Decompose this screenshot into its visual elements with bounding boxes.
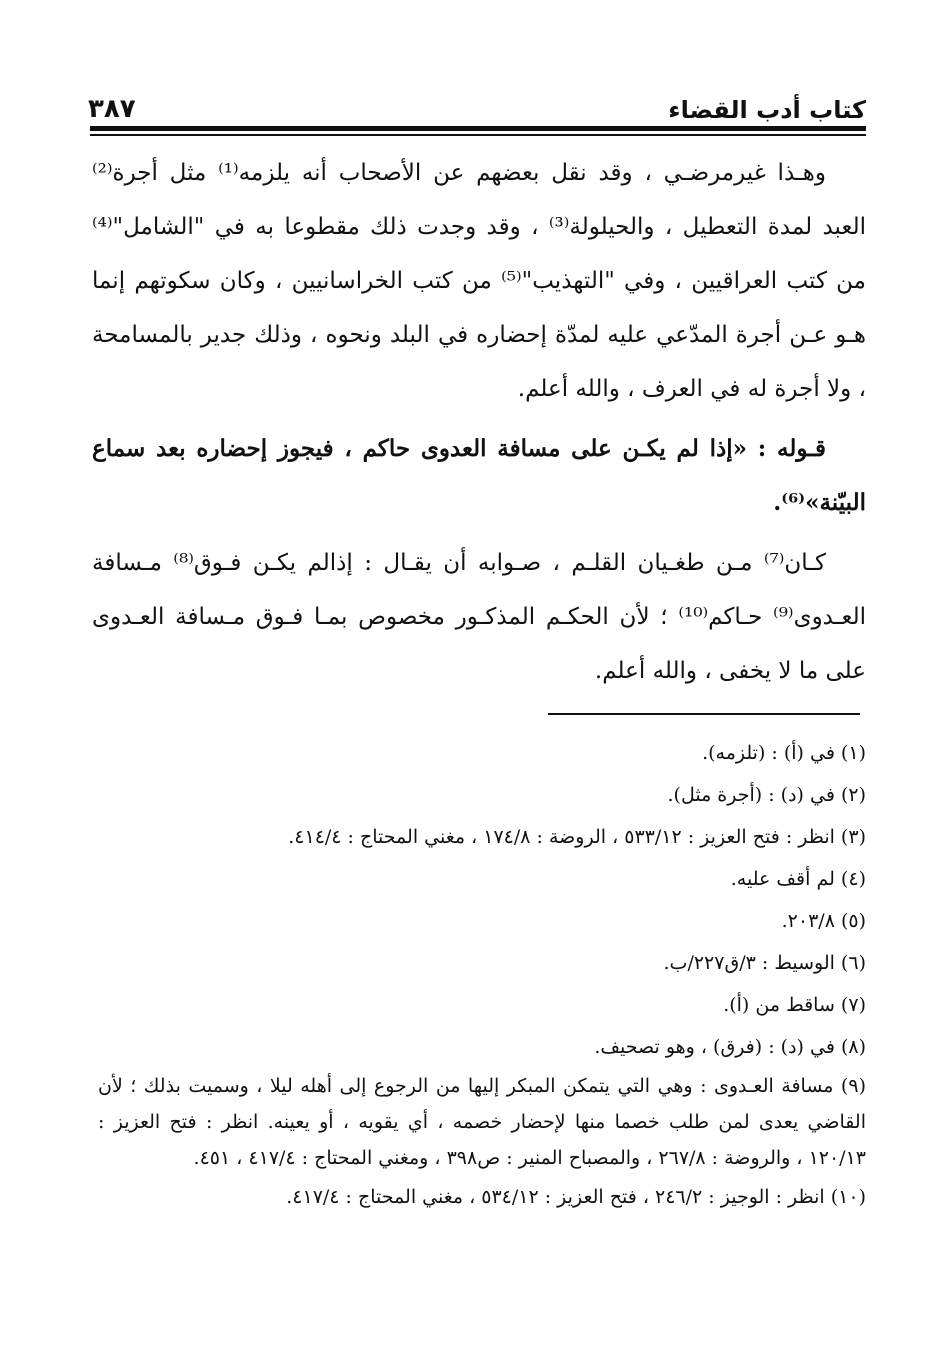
running-head bbox=[88, 84, 866, 124]
footnote-6: (٦) الوسيط : ٣/ق٢٢٧/ب. bbox=[663, 952, 866, 974]
footnote-5: (٥) ٢٠٣/٨. bbox=[781, 910, 866, 932]
page-number: ٣٨٧ bbox=[88, 94, 136, 124]
main-text bbox=[92, 146, 866, 698]
footnote-10: (١٠) انظر : الوجيز : ٢٤٦/٢ ، فتح العزيز : ٥٣٤/١٢ ، مغني المحتاج : ٤١٧/٤. bbox=[286, 1186, 866, 1208]
paragraph-1: وهـذا غيرمرضـي ، وقد نقل بعضهم عن الأصحاب أنه يلزمه⁽¹⁾ مثل أجرة⁽²⁾ العبد لمدة التعطيل ، والحيلولة⁽³⁾ ، وقد وجدت ذلك مقطوعا به في "الشامل"⁽⁴⁾ من كتب العراقيين ، وفي "التهذيب"⁽⁵⁾ من كتب الخراسانيين ، وكان سكوتهم إنما هـو عـن أجرة المدّعي عليه لمدّة إحضاره في البلد ونحوه ، وذلك جدير بالمسامحة ، ولا أجرة له في العرف ، والله أعلم. bbox=[92, 160, 866, 402]
footnotes-list bbox=[98, 732, 866, 1218]
header-rule-thick bbox=[90, 126, 866, 131]
footnote-9: (٩) مسافة العـدوى : وهي التي يتمكن المبكر إليها من الرجوع إلى أهله ليلا ، وسميت بذلك ؛ لأن القاضي يعدى لمن طلب خصما منها لإحضار خصمه ، أي يقويه ، أو يعينه. انظر : فتح العزيز : ١٢٠/١٣ ، والروضة : ٢٦٧/٨ ، والمصباح المنير : ص٣٩٨ ، ومغني المحتاج : ٤١٧/٤ ، ٤٥١. bbox=[98, 1075, 866, 1169]
paragraph-3: كـان⁽⁷⁾ مـن طغـيان القلـم ، صـوابه أن يقـال : إذالم يكـن فـوق⁽⁸⁾ مـسافة العـدوى⁽⁹⁾ حـاكم⁽¹⁰⁾ ؛ لأن الحكـم المذكـور مخصوص بمـا فـوق مـسافة العـدوى على ما لا يخفى ، والله أعلم. bbox=[92, 550, 866, 684]
footnote-3: (٣) انظر : فتح العزيز : ٥٣٣/١٢ ، الروضة : ١٧٤/٨ ، مغني المحتاج : ٤١٤/٤. bbox=[288, 826, 866, 848]
footnote-separator bbox=[548, 713, 860, 715]
footnote-4: (٤) لم أقف عليه. bbox=[730, 868, 866, 890]
header-rule-thin bbox=[90, 134, 866, 136]
footnote-1: (١) في (أ) : (تلزمه). bbox=[702, 742, 866, 764]
footnote-8: (٨) في (د) : (فرق) ، وهو تصحيف. bbox=[594, 1036, 866, 1058]
paragraph-2-quote: قـوله : «إذا لم يكـن على مسافة العدوى حاكم ، فيجوز إحضاره بعد سماع البيّنة»⁽⁶⁾. bbox=[92, 435, 866, 516]
footnote-7: (٧) ساقط من (أ). bbox=[723, 994, 866, 1016]
book-title: كتاب أدب القضاء bbox=[668, 96, 866, 124]
footnote-2: (٢) في (د) : (أجرة مثل). bbox=[667, 784, 866, 806]
